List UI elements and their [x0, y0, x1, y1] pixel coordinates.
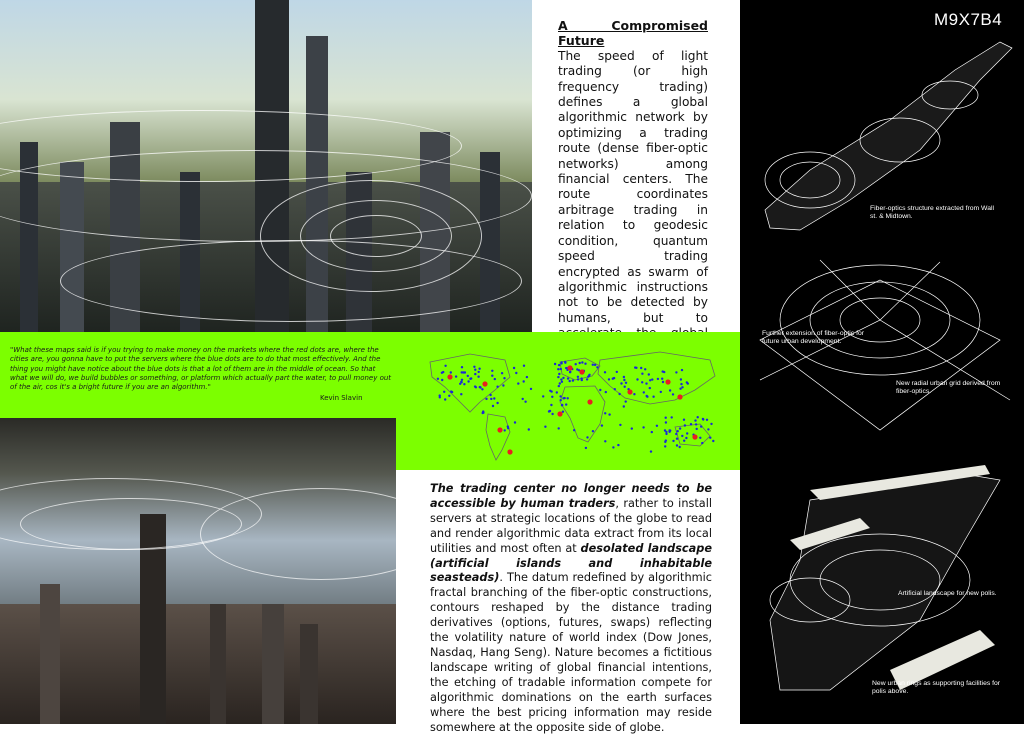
map-blue-dot — [551, 396, 553, 398]
map-blue-dot — [645, 382, 647, 384]
map-blue-dot — [586, 378, 588, 380]
map-blue-dot — [478, 371, 480, 373]
map-blue-dot — [558, 364, 560, 366]
caption-urban-rings: New urban rings as supporting facilities for polis above. — [872, 680, 1001, 696]
map-blue-dot — [680, 383, 682, 385]
map-red-dot — [677, 394, 682, 399]
map-blue-dot — [490, 398, 492, 400]
map-blue-dot — [524, 401, 526, 403]
map-blue-dot — [681, 435, 683, 437]
map-blue-dot — [460, 393, 462, 395]
map-blue-dot — [474, 385, 476, 387]
map-blue-dot — [450, 390, 452, 392]
map-blue-dot — [522, 398, 524, 400]
map-blue-dot — [672, 440, 674, 442]
map-blue-dot — [660, 391, 662, 393]
quote-text: "What these maps said is if you trying to make money on the markets where the red dots are, where the cities are, you gonna have to put the servers where the blue dots are to do that most effectively. And the thing you might have notice about the blue dots is that a lot of them are in the middle of ocean. So that what we will do, we build bubbles or something, or platform which actually part the water, to pull money out of the air, cos it's a bright future if you are an algorithm." — [10, 346, 392, 392]
map-blue-dot — [643, 391, 645, 393]
caption-radial-grid: New radial urban grid derived from fiber-optics. — [896, 380, 1001, 396]
map-blue-dot — [672, 393, 674, 395]
map-blue-dot — [684, 424, 686, 426]
map-blue-dot — [676, 438, 678, 440]
manhattan-fiber-diagram — [765, 42, 1012, 230]
map-blue-dot — [561, 404, 563, 406]
map-blue-dot — [526, 376, 528, 378]
map-blue-dot — [617, 444, 619, 446]
map-blue-dot — [651, 431, 653, 433]
map-blue-dot — [461, 366, 463, 368]
map-blue-dot — [558, 373, 560, 375]
map-blue-dot — [443, 391, 445, 393]
map-blue-dot — [579, 362, 581, 364]
map-blue-dot — [565, 367, 567, 369]
map-blue-dot — [663, 371, 665, 373]
map-blue-dot — [612, 446, 614, 448]
map-africa — [560, 386, 605, 442]
map-blue-dot — [644, 368, 646, 370]
map-blue-dot — [478, 368, 480, 370]
map-blue-dot — [599, 389, 601, 391]
map-blue-dot — [450, 371, 452, 373]
map-blue-dot — [648, 373, 650, 375]
map-blue-dot — [662, 381, 664, 383]
render-floating-city — [0, 0, 532, 332]
map-blue-dot — [675, 433, 677, 435]
project-code: M9X7B4 — [934, 10, 1003, 29]
map-blue-dot — [619, 424, 621, 426]
map-blue-dot — [467, 375, 469, 377]
map-blue-dot — [604, 371, 606, 373]
map-blue-dot — [625, 382, 627, 384]
map-blue-dot — [608, 378, 610, 380]
map-blue-dot — [581, 361, 583, 363]
map-blue-dot — [616, 371, 618, 373]
map-blue-dot — [685, 437, 687, 439]
caption-extension: Further extension of fiber-optic for future urban development. — [762, 330, 864, 346]
map-blue-dot — [550, 390, 552, 392]
map-blue-dot — [550, 404, 552, 406]
map-blue-dot — [608, 413, 610, 415]
map-blue-dot — [437, 378, 439, 380]
map-blue-dot — [479, 386, 481, 388]
map-blue-dot — [576, 368, 578, 370]
map-blue-dot — [649, 387, 651, 389]
map-blue-dot — [559, 395, 561, 397]
map-blue-dot — [556, 391, 558, 393]
map-blue-dot — [581, 379, 583, 381]
map-blue-dot — [577, 378, 579, 380]
map-blue-dot — [448, 395, 450, 397]
map-blue-dot — [702, 418, 704, 420]
map-blue-dot — [588, 374, 590, 376]
map-blue-dot — [679, 446, 681, 448]
map-blue-dot — [562, 397, 564, 399]
map-blue-dot — [554, 363, 556, 365]
blue-dot-layer — [437, 361, 715, 453]
map-blue-dot — [557, 368, 559, 370]
map-red-dot — [692, 434, 697, 439]
map-blue-dot — [614, 388, 616, 390]
map-blue-dot — [462, 371, 464, 373]
map-blue-dot — [669, 389, 671, 391]
map-blue-dot — [461, 379, 463, 381]
map-blue-dot — [696, 428, 698, 430]
map-blue-dot — [502, 384, 504, 386]
map-blue-dot — [517, 382, 519, 384]
map-blue-dot — [641, 381, 643, 383]
map-blue-dot — [492, 405, 494, 407]
map-blue-dot — [444, 398, 446, 400]
map-blue-dot — [623, 376, 625, 378]
map-blue-dot — [624, 386, 626, 388]
map-blue-dot — [494, 378, 496, 380]
map-blue-dot — [633, 393, 635, 395]
map-blue-dot — [530, 388, 532, 390]
map-blue-dot — [665, 433, 667, 435]
map-blue-dot — [474, 373, 476, 375]
map-blue-dot — [709, 437, 711, 439]
map-blue-dot — [493, 397, 495, 399]
map-blue-dot — [665, 421, 667, 423]
map-blue-dot — [680, 378, 682, 380]
map-blue-dot — [657, 378, 659, 380]
map-blue-dot — [573, 429, 575, 431]
map-red-dot — [665, 379, 670, 384]
map-blue-dot — [701, 442, 703, 444]
fiber-optic-diagrams — [740, 0, 1024, 724]
map-blue-dot — [467, 380, 469, 382]
map-blue-dot — [636, 378, 638, 380]
map-blue-dot — [592, 364, 594, 366]
map-blue-dot — [695, 423, 697, 425]
map-blue-dot — [442, 371, 444, 373]
map-blue-dot — [635, 367, 637, 369]
map-blue-dot — [649, 379, 651, 381]
map-blue-dot — [463, 383, 465, 385]
map-blue-dot — [699, 437, 701, 439]
map-blue-dot — [560, 362, 562, 364]
map-blue-dot — [577, 376, 579, 378]
map-blue-dot — [686, 432, 688, 434]
map-blue-dot — [671, 416, 673, 418]
map-blue-dot — [631, 427, 633, 429]
description-bottom — [430, 482, 712, 735]
map-blue-dot — [681, 369, 683, 371]
map-blue-dot — [562, 377, 564, 379]
map-blue-dot — [586, 436, 588, 438]
description-top-body: The speed of light trading (or high frequency trading) defines a global algorithmic network by optimizing a trading route (dense fiber-optic networks) among financial centers. The route coordinates arbitrage trading in relation to geodesic condition, quantum speed trading encrypted as swarm of algorithmic instructions not to be detected by humans, but to — [558, 48, 708, 325]
map-blue-dot — [700, 425, 702, 427]
map-blue-dot — [661, 378, 663, 380]
map-blue-dot — [707, 428, 709, 430]
map-blue-dot — [664, 445, 666, 447]
map-blue-dot — [491, 375, 493, 377]
map-blue-dot — [675, 371, 677, 373]
map-blue-dot — [677, 430, 679, 432]
map-red-dot — [507, 449, 512, 454]
map-blue-dot — [528, 428, 530, 430]
map-blue-dot — [710, 423, 712, 425]
map-blue-dot — [683, 440, 685, 442]
caption-fiber-structure: Fiber-optics structure extracted from Wall st. & Midtown. — [870, 205, 995, 221]
map-blue-dot — [496, 402, 498, 404]
map-blue-dot — [665, 417, 667, 419]
render-inverted-city — [0, 418, 396, 724]
world-map — [410, 342, 740, 466]
description-bottom-part1: , rather to install servers at strategic locations of the globe to read and render algorithmic data extract from its local utilities and most often at — [430, 496, 712, 555]
map-blue-dot — [514, 421, 516, 423]
map-blue-dot — [686, 381, 688, 383]
map-blue-dot — [565, 403, 567, 405]
map-blue-dot — [676, 444, 678, 446]
map-blue-dot — [558, 385, 560, 387]
map-blue-dot — [641, 373, 643, 375]
map-blue-dot — [481, 388, 483, 390]
map-blue-dot — [594, 364, 596, 366]
map-blue-dot — [470, 377, 472, 379]
map-blue-dot — [697, 416, 699, 418]
map-blue-dot — [558, 427, 560, 429]
map-blue-dot — [491, 370, 493, 372]
section-title: A Compromised Future — [558, 18, 708, 49]
map-blue-dot — [596, 366, 598, 368]
map-blue-dot — [569, 371, 571, 373]
map-blue-dot — [575, 363, 577, 365]
map-blue-dot — [679, 388, 681, 390]
map-blue-dot — [567, 397, 569, 399]
map-blue-dot — [604, 412, 606, 414]
map-blue-dot — [474, 369, 476, 371]
map-blue-dot — [455, 375, 457, 377]
map-red-dot — [587, 399, 592, 404]
map-red-dot — [497, 427, 502, 432]
map-blue-dot — [650, 450, 652, 452]
map-red-dot — [447, 374, 452, 379]
map-blue-dot — [642, 426, 644, 428]
map-red-dot — [579, 369, 584, 374]
map-blue-dot — [560, 378, 562, 380]
map-blue-dot — [592, 430, 594, 432]
map-blue-dot — [623, 379, 625, 381]
map-blue-dot — [679, 427, 681, 429]
map-blue-dot — [523, 365, 525, 367]
map-blue-dot — [439, 396, 441, 398]
map-blue-dot — [501, 372, 503, 374]
map-blue-dot — [523, 380, 525, 382]
map-red-dot — [482, 381, 487, 386]
map-blue-dot — [503, 377, 505, 379]
map-blue-dot — [559, 382, 561, 384]
map-blue-dot — [668, 431, 670, 433]
map-blue-dot — [444, 365, 446, 367]
map-red-dot — [567, 365, 572, 370]
map-blue-dot — [683, 419, 685, 421]
map-blue-dot — [618, 393, 620, 395]
description-bottom-part2: . The datum redefined by algorithmic fractal branching of the fiber-optic constructions, contours reshaped by the distance trading derivatives (options, futures, swaps) reflecting the volatility nature of world index (Dow Jones, Nasdaq, Hang Seng). Nature becomes a fictitious landscape writing of global financial intentions, the etching of tradable information compete for algorithmic dominations on the earth surfaces where the best pricing information may reside somewhere at the opposite side of globe. — [430, 571, 712, 734]
map-blue-dot — [542, 395, 544, 397]
diagram-panel — [740, 0, 1024, 724]
radial-grid-diagram — [760, 280, 1000, 430]
caption-artificial-landscape: Artificial landscape for new polis. — [898, 590, 997, 597]
map-blue-dot — [549, 410, 551, 412]
map-blue-dot — [513, 367, 515, 369]
map-blue-dot — [515, 372, 517, 374]
map-blue-dot — [652, 396, 654, 398]
map-blue-dot — [489, 394, 491, 396]
map-asia — [598, 352, 715, 404]
map-blue-dot — [640, 367, 642, 369]
map-blue-dot — [496, 386, 498, 388]
map-blue-dot — [551, 413, 553, 415]
map-blue-dot — [625, 400, 627, 402]
map-blue-dot — [612, 378, 614, 380]
map-blue-dot — [646, 396, 648, 398]
map-blue-dot — [585, 447, 587, 449]
map-blue-dot — [561, 381, 563, 383]
map-blue-dot — [544, 426, 546, 428]
map-blue-dot — [694, 419, 696, 421]
map-blue-dot — [560, 399, 562, 401]
map-blue-dot — [584, 363, 586, 365]
map-blue-dot — [441, 379, 443, 381]
map-blue-dot — [482, 410, 484, 412]
emphasis-landscape: desolated landscape (artificial islands and inhabitable seasteads) — [430, 541, 712, 585]
map-blue-dot — [567, 377, 569, 379]
map-blue-dot — [656, 425, 658, 427]
map-red-dot — [557, 411, 562, 416]
map-blue-dot — [690, 423, 692, 425]
map-blue-dot — [623, 405, 625, 407]
map-blue-dot — [712, 440, 714, 442]
map-blue-dot — [504, 429, 506, 431]
map-blue-dot — [507, 425, 509, 427]
map-blue-dot — [473, 366, 475, 368]
map-blue-dot — [601, 424, 603, 426]
map-blue-dot — [569, 380, 571, 382]
map-blue-dot — [605, 391, 607, 393]
quote-author: Kevin Slavin — [320, 394, 363, 402]
map-south-america — [486, 414, 510, 460]
map-blue-dot — [620, 382, 622, 384]
map-blue-dot — [604, 440, 606, 442]
map-blue-dot — [557, 376, 559, 378]
map-blue-dot — [706, 419, 708, 421]
map-blue-dot — [485, 398, 487, 400]
map-blue-dot — [564, 361, 566, 363]
map-blue-dot — [560, 368, 562, 370]
map-red-dot — [627, 389, 632, 394]
emphasis-lead: The trading center no longer needs to be accessible by human traders — [430, 482, 712, 510]
map-blue-dot — [651, 378, 653, 380]
map-blue-dot — [572, 379, 574, 381]
map-blue-dot — [665, 439, 667, 441]
map-blue-dot — [477, 376, 479, 378]
